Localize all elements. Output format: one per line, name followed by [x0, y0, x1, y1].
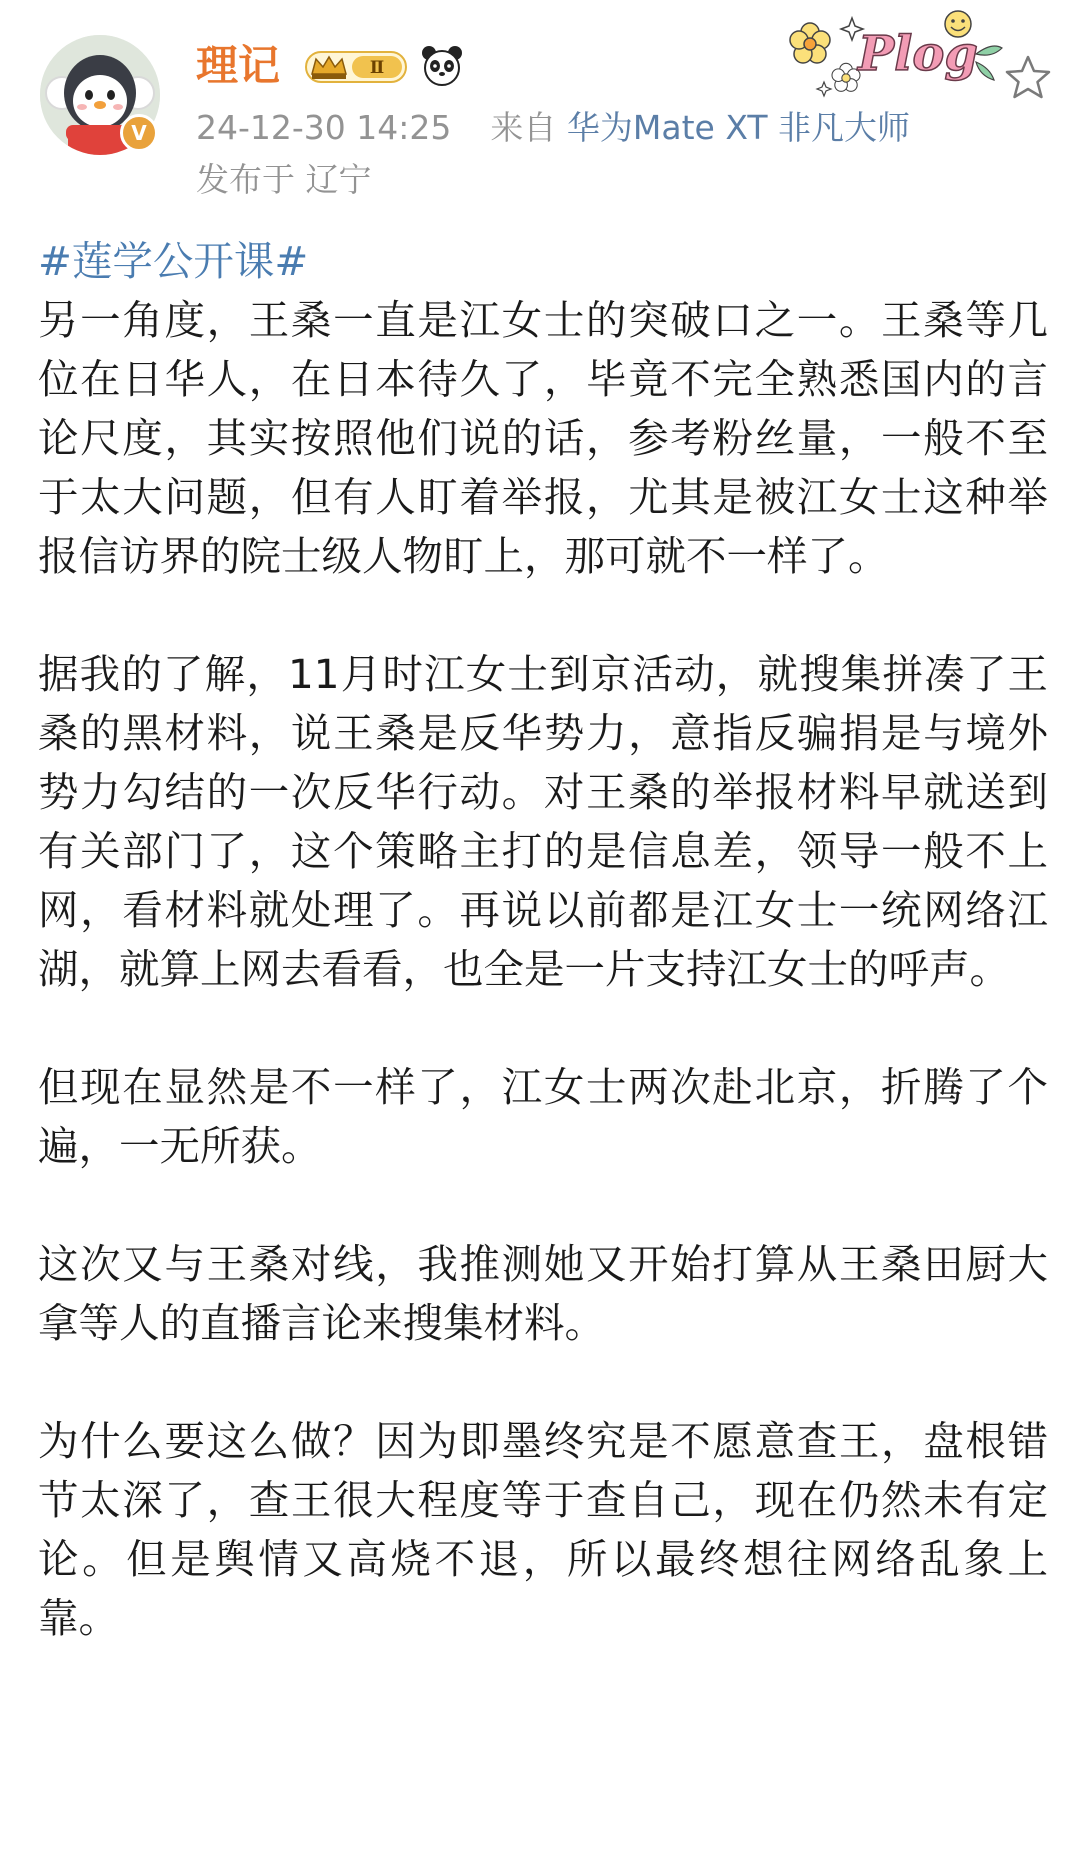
paragraph-1: 另一角度，王桑一直是江女士的突破口之一。王桑等几位在日华人，在日本待久了，毕竟不完全熟悉国内的言论尺度，其实按照他们说的话，参考粉丝量，一般不至于太大问题，但有人盯着举报，尤其是被江女士这种举报信访界的院士级人物盯上，那可就不一样了。: [38, 296, 1048, 580]
post-content: [38, 232, 1048, 1648]
level-text: Ⅱ: [369, 58, 385, 78]
post-meta: [196, 106, 910, 150]
source-device-link[interactable]: 华为Mate XT 非凡大师: [566, 108, 910, 147]
paragraph-4: 这次又与王桑对线，我推测她又开始打算从王桑田厨大拿等人的直播言论来搜集材料。: [38, 1240, 1048, 1347]
level-badge-icon: [302, 48, 410, 86]
hashtag-link[interactable]: #莲学公开课#: [38, 237, 309, 285]
paragraph-3: 但现在显然是不一样了，江女士两次赴北京，折腾了个遍，一无所获。: [38, 1063, 1048, 1170]
post-location: 发布于 辽宁: [196, 160, 372, 199]
verified-badge: V: [120, 114, 158, 152]
post-timestamp: 24-12-30 14:25: [196, 108, 452, 147]
sticker-text: Plog: [858, 26, 978, 82]
paragraph-5: 为什么要这么做？因为即墨终究是不愿意查王，盘根错节太深了，查王很大程度等于查自己，现在仍然未有定论。但是舆情又高烧不退，所以最终想往网络乱象上靠。: [38, 1417, 1048, 1642]
panda-icon: [420, 44, 464, 88]
author-name[interactable]: 理记: [196, 41, 281, 90]
source-prefix: 来自: [490, 108, 557, 147]
star-favorite-icon[interactable]: [1002, 52, 1054, 104]
post-header: [0, 0, 1080, 210]
paragraph-2: 据我的了解，11月时江女士到京活动，就搜集拼凑了王桑的黑材料，说王桑是反华势力，意指反骗捐是与境外势力勾结的一次反华行动。对王桑的举报材料早就送到有关部门了，这个策略主打的是信息差，领导一般不上网，看材料就处理了。再说以前都是江女士一统网络江湖，就算上网去看看，也全是一片支持江女士的呼声。: [38, 650, 1048, 993]
plog-sticker-icon: [780, 4, 1010, 104]
